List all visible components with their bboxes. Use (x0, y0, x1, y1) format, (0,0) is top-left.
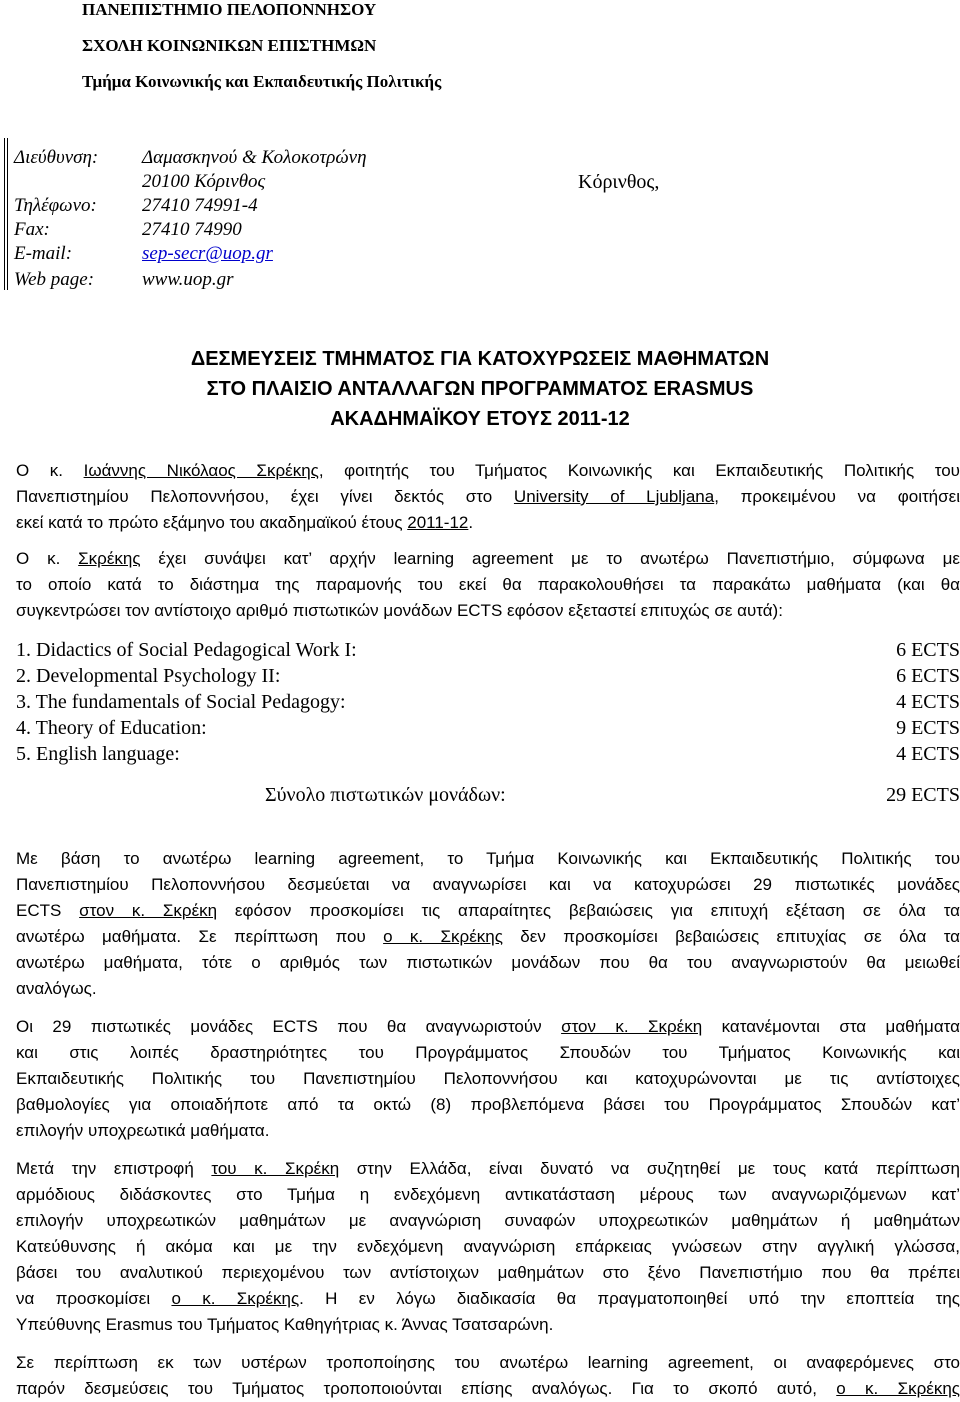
paragraph-amendment (16, 1350, 960, 1402)
line: επιλογήν υποχρεωτικών μαθημάτων με αναγνώριση συναφών υποχρεωτικών μαθημάτων ή μαθημάτων (16, 1211, 960, 1230)
line: βαθμολογίες για οποιαδήποτε από τα οκτώ (8) προβλεπόμενα βάσει του Προγράμματος Σπουδών κατ’ (16, 1095, 960, 1114)
fax-value: 27410 74990 (142, 219, 242, 240)
line: και στις λοιπές δραστηριότητες του Προγράμματος Σπουδών του Τμήματος Κοινωνικής και (16, 1043, 960, 1062)
line: Με βάση το ανωτέρω learning agreement, το Τμήμα Κοινωνικής και Εκπαιδευτικής Πολιτικής του (16, 849, 960, 868)
line: Πανεπιστημίου Πελοποννήσου, έχει γίνει δεκτός στο University of Ljubljana, προκειμένου να φοιτήσει (16, 487, 960, 506)
line: να προσκομίσει ο κ. Σκρέκης. Η εν λόγω διαδικασία θα πραγματοποιηθεί υπό την εποπτεία της (16, 1289, 960, 1308)
line: ανωτέρω μαθήματα, τότε ο αριθμός των πιστωτικών μονάδων που θα του αναγνωριστούν θα μειωθεί (16, 953, 960, 972)
line: ECTS στον κ. Σκρέκη εφόσον προσκομίσει τις απαραίτητες βεβαιώσεις για επιτυχή εξέταση σε όλα τα (16, 901, 960, 920)
line: ανωτέρω μαθήματα. Σε περίπτωση που ο κ. Σκρέκης δεν προσκομίσει βεβαιώσεις επιτυχίας σε όλα τα (16, 927, 960, 946)
line: Σε περίπτωση εκ των υστέρων τροποποίησης του ανωτέρω learning agreement, οι αναφερόμενες στο (16, 1353, 960, 1372)
email-link[interactable]: sep-secr@uop.gr (142, 243, 273, 264)
line: Μετά την επιστροφή του κ. Σκρέκη στην Ελλάδα, είναι δυνατό να συζητηθεί με τους κατά περίπτωση (16, 1159, 960, 1178)
line: Οι 29 πιστωτικές μονάδες ECTS που θα αναγνωριστούν στον κ. Σκρέκη κατανέμονται στα μαθήματα (16, 1017, 960, 1036)
contact-divider (4, 138, 8, 290)
line: επιλογήν υποχρεωτικά μαθήματα. (16, 1121, 270, 1140)
course-name: 4. Theory of Education: (16, 717, 207, 739)
course-row (16, 689, 960, 715)
address-line1: Δαμασκηνού & Κολοκοτρώνη (142, 147, 367, 168)
fax-label: Fax: (14, 219, 50, 240)
phone-label: Τηλέφωνο: (14, 195, 97, 216)
paragraph-commitment (16, 846, 960, 1002)
paragraph-distribution (16, 1014, 960, 1144)
course-ects: 4 ECTS (896, 691, 960, 713)
course-name: 5. English language: (16, 743, 180, 765)
total-label: Σύνολο πιστωτικών μονάδων: (265, 784, 506, 806)
department-name: Τμήμα Κοινωνικής και Εκπαιδευτικής Πολιτικής (82, 72, 442, 91)
email-label: E-mail: (14, 243, 73, 264)
course-name: 3. The fundamentals of Social Pedagogy: (16, 691, 346, 713)
line: αναλόγως. (16, 979, 97, 998)
city-date: Κόρινθος, (578, 171, 660, 193)
course-ects: 9 ECTS (896, 717, 960, 739)
line: παρόν δεσμεύσεις του Τμήματος τροποποιούνται επίσης αναλόγως. Για το σκοπό αυτό, ο κ. Σκρέκης (16, 1379, 960, 1398)
line: Υπεύθυνης Erasmus του Τμήματος Καθηγήτριας κ. Άννας Τσατσαρώνη. (16, 1315, 554, 1334)
course-row (16, 715, 960, 741)
course-row (16, 637, 960, 663)
course-ects: 6 ECTS (896, 639, 960, 661)
line: Ο κ. Σκρέκης έχει συνάψει κατ’ αρχήν learning agreement με το ανωτέρω Πανεπιστήμιο, σύμφωνα με (16, 549, 960, 568)
line: συγκεντρώσει τον αντίστοιχο αριθμό πιστωτικών μονάδων ECTS εφόσον εξεταστεί επιτυχώς σε αυτά): (16, 601, 783, 620)
line: Κατεύθυνσης ή ακόμα και με την ενδεχόμενη αναγνώριση επάρκειας γνώσεων στην αγγλική γλώσσα, (16, 1237, 960, 1256)
web-label: Web page: (14, 269, 95, 290)
course-name: 1. Didactics of Social Pedagogical Work I: (16, 639, 357, 661)
total-value: 29 ECTS (886, 784, 960, 806)
address-line2: 20100 Κόρινθος (142, 171, 266, 192)
line: Εκπαιδευτικής Πολιτικής του Πανεπιστημίου Πελοποννήσου και κατοχυρώνονται με τις αντίστοιχες (16, 1069, 960, 1088)
line: Ο κ. Ιωάννης Νικόλαος Σκρέκης, φοιτητής του Τμήματος Κοινωνικής και Εκπαιδευτικής Πολιτικής του (16, 461, 960, 480)
course-ects: 6 ECTS (896, 665, 960, 687)
paragraph-return (16, 1156, 960, 1338)
course-row (16, 663, 960, 689)
school-name: ΣΧΟΛΗ ΚΟΙΝΩΝΙΚΩΝ ΕΠΙΣΤΗΜΩΝ (82, 36, 377, 55)
ects-total (16, 782, 960, 808)
course-name: 2. Developmental Psychology II: (16, 665, 281, 687)
doc-title-line1: ΔΕΣΜΕΥΣΕΙΣ ΤΜΗΜΑΤΟΣ ΓΙΑ ΚΑΤΟΧΥΡΩΣΕΙΣ ΜΑΘΗΜΑΤΩΝ (190, 348, 770, 370)
line: βάσει του αναλυτικού περιεχομένου των αντίστοιχων μαθημάτων στο ξένο Πανεπιστήμιο που θα πρέπει (16, 1263, 960, 1282)
doc-title-line3: ΑΚΑΔΗΜΑΪΚΟΥ ΕΤΟΥΣ 2011-12 (330, 408, 630, 430)
line: Πανεπιστημίου Πελοποννήσου δεσμεύεται να αναγνωρίσει και να κατοχυρώσει 29 πιστωτικές μονάδες (16, 875, 960, 894)
university-name: ΠΑΝΕΠΙΣΤΗΜΙΟ ΠΕΛΟΠΟΝΝΗΣΟΥ (82, 0, 377, 19)
paragraph-intro (16, 458, 960, 536)
address-label: Διεύθυνση: (14, 147, 99, 168)
line: το οποίο κατά το διάστημα της παραμονής του εκεί θα παρακολουθήσει τα παρακάτω μαθήματα (και θα (16, 575, 960, 594)
phone-value: 27410 74991-4 (142, 195, 258, 216)
web-link[interactable]: www.uop.gr (142, 269, 234, 290)
course-ects: 4 ECTS (896, 743, 960, 765)
course-row (16, 741, 960, 767)
paragraph-agreement (16, 546, 960, 624)
line: αρμόδιους διδάσκοντες στο Τμήμα η ενδεχόμενη αντικατάσταση μέρους των αναγνωριζόμενων κατ’ (16, 1185, 960, 1204)
doc-title-line2: ΣΤΟ ΠΛΑΙΣΙΟ ΑΝΤΑΛΛΑΓΩΝ ΠΡΟΓΡΑΜΜΑΤΟΣ ERASMUS (206, 378, 754, 400)
line: εκεί κατά το πρώτο εξάμηνο του ακαδημαϊκού έτους 2011-12. (16, 513, 474, 532)
